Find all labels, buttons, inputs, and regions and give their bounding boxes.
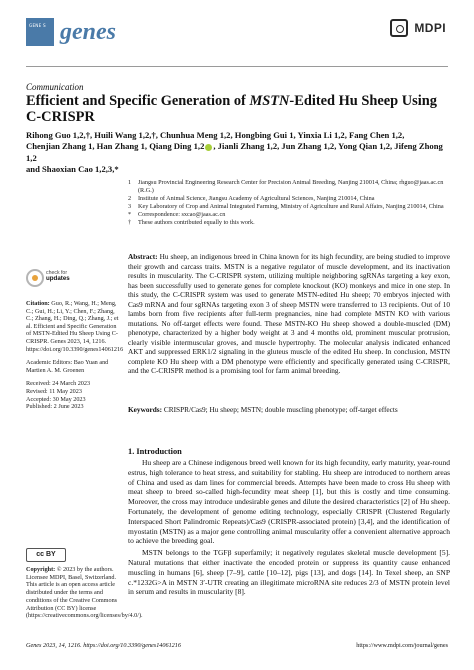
header-divider: [26, 66, 448, 67]
authors-line-2: Chenjian Zhang 1, Han Zhang 1, Qiang Ding 1,2: [26, 141, 205, 152]
affiliations: [128, 179, 450, 227]
affiliation-item: [128, 219, 450, 227]
footer-citation[interactable]: Genes 2023, 14, 1216. https://doi.org/10.3390/genes14061216: [26, 642, 181, 649]
citation-text: Guo, R.; Wang, H.; Meng, C.; Gui, H.; Li, Y.; Chen, F.; Zhang, C.; Zhang, H.; Ding, Q.; Zhang, J.; et al. Efficient and Specific Generation of MSTN-Edited Hu Sheep Using C-CRISPR. Genes 2023, 14, 1216. https://doi.org/10.3390/genes14061216: [26, 300, 124, 353]
authors-line-3: and Shaoxian Cao 1,2,3,*: [26, 163, 119, 174]
citation-label: Citation:: [26, 300, 50, 307]
academic-editors: [26, 359, 122, 374]
section-heading: 1. Introduction: [128, 447, 182, 456]
affiliation-item: [128, 179, 450, 195]
footer-journal-link[interactable]: https://www.mdpi.com/journal/genes: [356, 642, 448, 649]
check-updates-label: [46, 270, 70, 282]
intro-paragraph-2: MSTN belongs to the TGFβ superfamily; it negatively regulates skeletal muscle development [5]. Natural mutations that either inactivate the encoded protein or suppress its quantity cause enhanced muscling in humans [6], sheep [7–9], cattle [10–12], pigs [13], and dogs [14]. In Texel sheep, an SNP c.*1232G>A in MSTN 3′-UTR creating an illegitimate microRNA site reduces 2/3 of MSTN protein level in serum and results in muscularity [8].: [128, 548, 450, 597]
mdpi-badge-icon: [390, 19, 408, 37]
keywords: [128, 405, 450, 415]
copyright-label: Copyright:: [26, 566, 56, 573]
title-part-2: -Edited Hu Sheep Using C-CRISPR: [26, 93, 437, 125]
publisher-logo[interactable]: [390, 19, 446, 37]
intro-paragraph-1: Hu sheep are a Chinese indigenous breed well known for its high fecundity, early maturity, year-round estrus, high tolerance to heat stress, and suitability for stabling. Hu sheep are introduced to northern areas of China and used as dam lines for commercial breeds. Attempts have been made to cross Hu sheep with meat sheep to breed so-called high-fecundity meat sheep [1], but this is costly and time consuming. Moreover, the cross may introduce undesirable genes and dilute the desired characteristics [2] of Hu sheep. Fortunately, the development of genome editing technology, especially CRISPR (Clustered Regularly Interspaced Short Palindromic Repeats)/Cas9 (CRISPR-associated protein) [3,4], and the identification of myostatin (MSTN) as a major gene controlling animal muscularity offer a convenient alternative approach to achieve the breeding goal.: [128, 458, 450, 546]
article-type: Communication: [26, 82, 84, 92]
authors-line-2b: , Jianli Zhang 1,2, Jun Zhang 1,2, Yong Qian 1,2, Jifeng Zhong 1,2: [26, 141, 443, 163]
journal-name: genes: [60, 19, 116, 45]
journal-logo-mark: [26, 18, 54, 46]
affiliation-number: †: [128, 219, 132, 226]
orcid-icon[interactable]: [205, 144, 212, 151]
abstract: [128, 252, 450, 376]
introduction-body: [128, 458, 450, 599]
journal-logo[interactable]: [26, 18, 130, 48]
affiliation-text: Institute of Animal Science, Jiangsu Academy of Agricultural Sciences, Nanjing 210014, China: [138, 195, 375, 202]
affiliation-text: These authors contributed equally to this work.: [138, 219, 255, 226]
affiliation-item: [128, 195, 450, 203]
article-info-sidebar: [26, 300, 122, 417]
title-gene: MSTN: [249, 93, 290, 109]
article-title: [26, 93, 450, 125]
abstract-label: Abstract:: [128, 252, 158, 261]
check-updates-line-2: updates: [46, 275, 70, 282]
affiliation-number: *: [128, 211, 132, 218]
check-updates-line-1: check for: [46, 270, 68, 276]
dates: [26, 380, 122, 410]
affiliation-item: [128, 203, 450, 211]
keywords-text: CRISPR/Cas9; Hu sheep; MSTN; double muscling phenotype; off-target effects: [163, 405, 398, 414]
received-date: Received: 24 March 2023: [26, 380, 91, 388]
affiliation-text: Key Laboratory of Crop and Animal Integrated Farming, Ministry of Agriculture and Rural Affairs, Nanjing 210014, China: [138, 203, 444, 210]
author-list: [26, 130, 450, 175]
affiliation-number: 1: [128, 179, 132, 186]
affiliation-text: Correspondence: sxcao@jaas.ac.cn: [138, 211, 226, 218]
accepted-date: Accepted: 30 May 2023: [26, 395, 86, 403]
affiliation-number: 2: [128, 195, 132, 202]
keywords-label: Keywords:: [128, 405, 163, 414]
abstract-text: Hu sheep, an indigenous breed in China known for its high fecundity, are being studied to improve their growth and carcass traits. MSTN is a negative regulator of muscle development, and its inactivation results in muscularity. The C-CRISPR system, utilizing multiple neighboring sgRNAs targeting a key exon, has been successfully used to generate genes for complete knockout (KO) monkeys and mice in one step. In this study, the C-CRISPR system was used to generate MSTN-edited Hu sheep; 70 embryos injected with Cas9 mRNA and four sgRNAs targeting exon 3 of sheep MSTN were transferred to 13 recipients. Out of 10 lambs born from five recipients after full-term pregnancies, nine had complete MSTN KO with various mutations. No off-target effects were found. These MSTN-KO Hu sheep showed a double-muscled (DM) phenotype, characterized by a higher body weight at 3 and 4 months old, prominent muscular protrusion, clearly visible intermuscular groves, and muscle hypertrophy. The molecular analysis indicated enhanced AKT and suppressed ERK1/2 signaling in the gluteus muscle of the edited Hu sheep. In conclusion, MSTN complete KO Hu sheep with a DM phenotype were efficiently and specifically generated using C-CRISPR, and the C-CRISPR method is a promising tool for farm animal breeding.: [128, 252, 450, 375]
affiliation-item: [128, 211, 450, 219]
logo-mark-text: GENE S: [29, 23, 46, 28]
editors-text: Bao Yuan and Martien A. M. Groenen: [26, 359, 109, 374]
affiliation-number: 3: [128, 203, 132, 210]
editors-label: Academic Editors:: [26, 359, 73, 367]
check-for-updates-button[interactable]: [26, 267, 86, 291]
authors-line-1: Rihong Guo 1,2,†, Huili Wang 1,2,†, Chunhua Meng 1,2, Hongbing Gui 1, Yinxia Li 1,2, Fang Chen 1,2,: [26, 130, 405, 140]
check-updates-icon: [26, 269, 44, 287]
cc-license-badge[interactable]: cc BY: [26, 548, 66, 562]
affiliation-text: Jiangsu Provincial Engineering Research Center for Precision Animal Breeding, Nanjing 210014, China; rhguo@jaas.ac.cn (R.G.): [138, 179, 444, 194]
published-date: Published: 2 June 2023: [26, 403, 84, 411]
copyright-text: © 2023 by the authors. Licensee MDPI, Basel, Switzerland. This article is an open access article distributed under the terms and conditions of the Creative Commons Attribution (CC BY) license (https://creativecommons.org/licenses/by/4.0/).: [26, 566, 143, 620]
citation: [26, 300, 122, 353]
copyright: [26, 566, 143, 620]
revised-date: Revised: 11 May 2023: [26, 387, 82, 395]
publisher-name: MDPI: [414, 21, 446, 36]
title-part-1: Efficient and Specific Generation of: [26, 93, 250, 109]
